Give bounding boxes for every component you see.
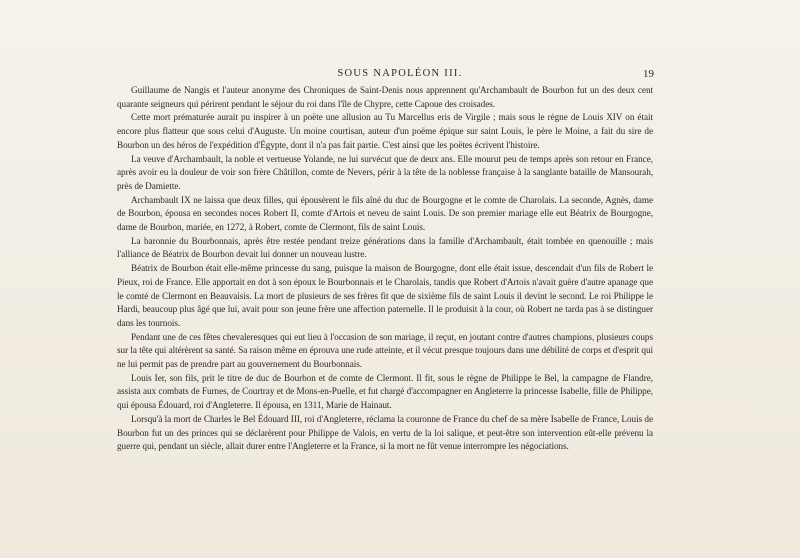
body-text xyxy=(117,84,653,454)
paragraph: Pendant une de ces fêtes chevaleresques qui eut lieu à l'occasion de son mariage, il reçut, en joutant contre d'autres champions, plusieurs coups sur la tête qui altérèrent sa santé. Sa raison même en éprouva une rude atteinte, et il vécut presque toujours dans une débilité de corps et d'esprit qui ne lui permit pas de prendre part au gouvernement du Bourbonnais. xyxy=(117,331,653,370)
page-number: 19 xyxy=(643,68,654,80)
paragraph: Béatrix de Bourbon était elle-même princesse du sang, puisque la maison de Bourgogne, dont elle était issue, descendait d'un fils de Robert le Pieux, roi de France. Elle apportait en dot à son époux le Bourbonnais et le Charolais, tandis que Robert d'Artois n'avait guère d'autre apanage que le comté de Clermont en Beauvaisis. La mort de plusieurs de ses frères fit que de sixième fils de saint Louis il devint le second. Le roi Philippe le Hardi, beaucoup plus âgé que lui, avait pour son jeune frère une affection paternelle. Il le produisit à la cour, où Robert ne tarda pas à se distinguer dans les tournois. xyxy=(117,263,653,328)
paragraph: Archambault IX ne laissa que deux filles, qui épousèrent le fils aîné du duc de Bourgogne et le comte de Charolais. La seconde, Agnès, dame de Bourbon, épousa en secondes noces Robert II, comte d'Artois et neveu de saint Louis. De son premier mariage elle eut Béatrix de Bourgogne, dame de Bourbon, mariée, en 1272, à Robert, comte de Clermont, fils de saint Louis. xyxy=(117,194,653,233)
running-head: SOUS NAPOLÉON III. xyxy=(337,68,463,79)
paragraph: Louis Ier, son fils, prit le titre de duc de Bourbon et de comte de Clermont. Il fit, sous le règne de Philippe le Bel, la campagne de Flandre, assista aux combats de Furnes, de Courtray et de Mons-en-Puelle, et fut chargé d'accompagner en Angleterre la princesse Isabelle, fille de Philippe, qui épousa Édouard, roi d'Angleterre. Il épousa, en 1311, Marie de Hainaut. xyxy=(117,372,653,411)
page-header xyxy=(0,68,800,84)
paragraph: Cette mort prématurée aurait pu inspirer à un poëte une allusion au Tu Marcellus eris de Virgile ; mais sous le règne de Louis XIV on était encore plus flatteur que sous celui d'Auguste. Un moine courtisan, auteur d'un poëme épique sur saint Louis, le père le Moine, a fait du sire de Bourbon un des héros de l'expédition d'Égypte, dont il n'a pas fait partie. C'est ainsi que les poëtes écrivent l'histoire. xyxy=(117,112,653,150)
paragraph: Lorsqu'à la mort de Charles le Bel Édouard III, roi d'Angleterre, réclama la couronne de France du chef de sa mère Isabelle de France, Louis de Bourbon fut un des princes qui se déclarèrent pour Philippe de Valois, en vertu de la loi salique, et peut-être son intervention eût-elle prévenu la guerre qui, pendant un siècle, allait durer entre l'Angleterre et la France, si la mort ne fût venue interrompre les négociations. xyxy=(117,413,653,452)
paragraph: La veuve d'Archambault, la noble et vertueuse Yolande, ne lui survécut que de deux ans. Elle mourut peu de temps après son retour en France, après avoir eu la douleur de voir son frère Châtillon, comte de Nevers, périr à la tête de la noblesse française à la sanglante bataille de Mansourah, près de Damiette. xyxy=(117,153,653,191)
paragraph: Guillaume de Nangis et l'auteur anonyme des Chroniques de Saint-Denis nous apprennent qu'Archambault de Bourbon fut un des deux cent quarante seigneurs qui périrent pendant le séjour du roi dans l'île de Chypre, cette Capoue des croisades. xyxy=(117,85,653,109)
paragraph: La baronnie du Bourbonnais, après être restée pendant treize générations dans la famille d'Archambault, était tombée en quenouille ; mais l'alliance de Béatrix de Bourbon devait lui donner un nouveau lustre. xyxy=(117,235,653,260)
